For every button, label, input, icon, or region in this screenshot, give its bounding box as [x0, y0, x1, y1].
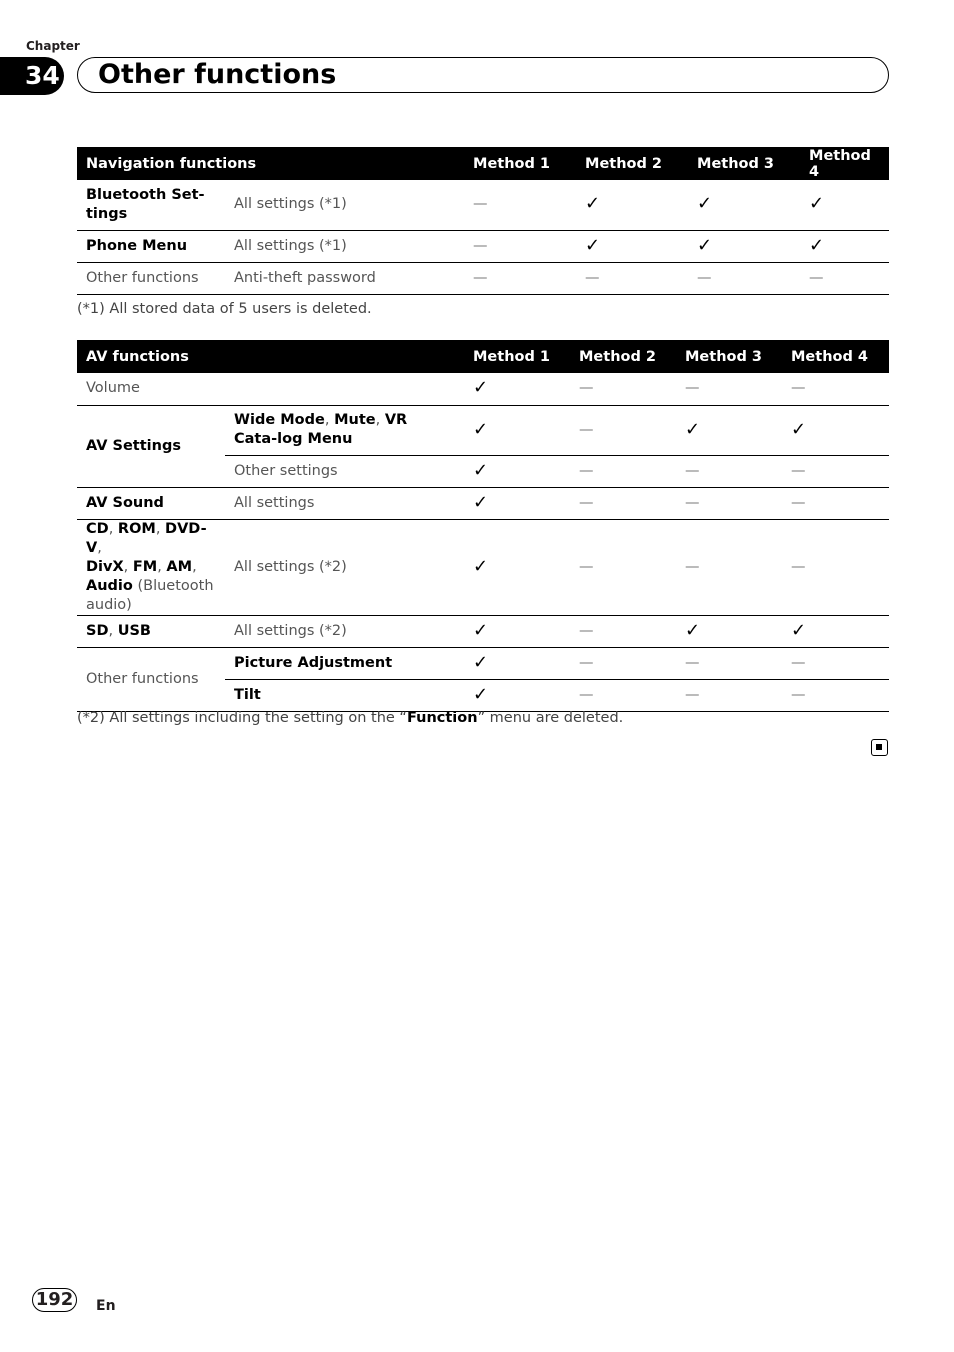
method-cell	[464, 373, 570, 405]
row-category	[77, 615, 225, 647]
method-cell	[688, 230, 800, 262]
table-header-row	[77, 147, 889, 180]
table-row	[77, 262, 889, 294]
method-cell	[570, 647, 676, 679]
check-mark-icon: ✓	[685, 619, 701, 641]
category-sep: ,	[97, 539, 102, 556]
row-category: AV Sound	[77, 487, 225, 519]
row-item: All settings	[225, 487, 464, 519]
category-part: ROM	[117, 520, 156, 537]
dash-mark: —	[809, 269, 824, 286]
row-item: All settings (*1)	[225, 180, 464, 230]
method-cell	[464, 487, 570, 519]
check-mark-icon: ✓	[473, 619, 489, 641]
category-part: DivX	[86, 558, 124, 575]
method-cell	[570, 455, 676, 487]
row-category	[77, 519, 225, 615]
dash-mark: —	[585, 269, 600, 286]
category-part: DVD-V	[86, 520, 207, 556]
method-cell	[464, 679, 570, 711]
header-method-4: Method 4	[800, 147, 889, 180]
category-sep: ,	[108, 520, 118, 537]
dash-mark: —	[579, 462, 594, 479]
row-item	[225, 405, 464, 455]
check-mark-icon: ✓	[697, 193, 713, 215]
method-cell	[676, 455, 782, 487]
method-cell	[570, 373, 676, 405]
dash-mark: —	[685, 462, 700, 479]
row-item: All settings (*2)	[225, 519, 464, 615]
dash-mark: —	[473, 196, 488, 213]
method-cell	[782, 487, 889, 519]
method-cell	[800, 230, 889, 262]
category-sep: ,	[157, 558, 167, 575]
dash-mark: —	[791, 494, 806, 511]
end-of-section-icon	[871, 739, 888, 756]
navigation-functions-table	[77, 147, 889, 295]
method-cell	[464, 405, 570, 455]
check-mark-icon: ✓	[791, 418, 807, 440]
table-row	[77, 405, 889, 455]
method-cell	[688, 180, 800, 230]
row-category: Phone Menu	[77, 230, 225, 262]
method-cell	[782, 519, 889, 615]
method-cell	[782, 647, 889, 679]
method-cell	[676, 615, 782, 647]
item-sep: ,	[324, 412, 335, 428]
method-cell	[570, 519, 676, 615]
method-cell	[464, 262, 576, 294]
header-method-2: Method 2	[576, 147, 688, 180]
dash-mark: —	[697, 269, 712, 286]
category-sep: ,	[123, 558, 133, 575]
row-item: Other settings	[225, 455, 464, 487]
category-sep: ,	[155, 520, 166, 537]
item-part: Wide Mode	[234, 412, 325, 428]
method-cell	[464, 455, 570, 487]
method-cell	[576, 230, 688, 262]
method-cell	[576, 262, 688, 294]
table-row	[77, 615, 889, 647]
note-bold: Function	[406, 710, 478, 726]
row-category: Other functions	[77, 262, 225, 294]
table-row	[77, 647, 889, 679]
method-cell	[676, 487, 782, 519]
row-category: Volume	[77, 373, 464, 405]
category-part: FM	[132, 558, 158, 575]
dash-mark: —	[579, 421, 594, 438]
method-cell	[464, 647, 570, 679]
note-prefix: (*2) All settings including the setting on the “	[77, 710, 407, 726]
method-cell	[688, 262, 800, 294]
method-cell	[782, 405, 889, 455]
method-cell	[464, 615, 570, 647]
dash-mark: —	[685, 558, 700, 575]
row-category: Bluetooth Set-tings	[77, 180, 225, 230]
check-mark-icon: ✓	[585, 234, 601, 256]
check-mark-icon: ✓	[809, 193, 825, 215]
dash-mark: —	[685, 686, 700, 703]
item-sep: ,	[375, 412, 385, 428]
check-mark-icon: ✓	[473, 651, 489, 673]
category-part: USB	[117, 622, 151, 639]
dash-mark: —	[579, 558, 594, 575]
table-row	[77, 519, 889, 615]
row-item: Anti-theft password	[225, 262, 464, 294]
check-mark-icon: ✓	[473, 377, 489, 399]
navigation-table-note: (*1) All stored data of 5 users is deleted.	[77, 301, 372, 317]
header-method-1: Method 1	[464, 147, 576, 180]
dash-mark: —	[473, 237, 488, 254]
method-cell	[576, 180, 688, 230]
dash-mark: —	[579, 654, 594, 671]
check-mark-icon: ✓	[473, 491, 489, 513]
table-row	[77, 230, 889, 262]
category-part: CD	[86, 520, 109, 537]
check-mark-icon: ✓	[473, 555, 489, 577]
table-row	[77, 180, 889, 230]
method-cell	[782, 615, 889, 647]
dash-mark: —	[791, 462, 806, 479]
check-mark-icon: ✓	[585, 193, 601, 215]
method-cell	[676, 405, 782, 455]
check-mark-icon: ✓	[473, 459, 489, 481]
table-row	[77, 487, 889, 519]
row-item: Tilt	[225, 679, 464, 711]
chapter-number-badge: 34	[0, 57, 64, 95]
chapter-label: Chapter	[26, 39, 80, 53]
category-sep: (Bluetooth audio)	[86, 577, 214, 613]
check-mark-icon: ✓	[697, 234, 713, 256]
av-table-note	[77, 710, 623, 726]
category-part: SD	[86, 622, 109, 639]
dash-mark: —	[791, 654, 806, 671]
check-mark-icon: ✓	[473, 418, 489, 440]
dash-mark: —	[685, 654, 700, 671]
item-part: Mute	[334, 412, 376, 428]
dash-mark: —	[685, 494, 700, 511]
method-cell	[676, 519, 782, 615]
dash-mark: —	[791, 686, 806, 703]
method-cell	[782, 679, 889, 711]
header-method-3: Method 3	[676, 340, 782, 373]
check-mark-icon: ✓	[685, 418, 701, 440]
dash-mark: —	[685, 380, 700, 397]
category-sep: ,	[192, 558, 197, 575]
method-cell	[676, 373, 782, 405]
header-method-2: Method 2	[570, 340, 676, 373]
method-cell	[570, 615, 676, 647]
chapter-title: Other functions	[98, 59, 337, 90]
dash-mark: —	[579, 686, 594, 703]
header-method-3: Method 3	[688, 147, 800, 180]
method-cell	[464, 519, 570, 615]
check-mark-icon: ✓	[473, 683, 489, 705]
table-header-row	[77, 340, 889, 373]
method-cell	[676, 679, 782, 711]
note-suffix: ” menu are deleted.	[477, 710, 624, 726]
method-cell	[782, 373, 889, 405]
language-label: En	[96, 1298, 116, 1314]
dash-mark: —	[579, 622, 594, 639]
dash-mark: —	[473, 269, 488, 286]
row-item: Picture Adjustment	[225, 647, 464, 679]
header-method-1: Method 1	[464, 340, 570, 373]
dash-mark: —	[791, 380, 806, 397]
header-navigation-functions: Navigation functions	[77, 147, 464, 180]
header-method-4: Method 4	[782, 340, 889, 373]
item-part: VR Cata-log Menu	[234, 412, 408, 447]
row-item: All settings (*1)	[225, 230, 464, 262]
row-category: AV Settings	[77, 405, 225, 487]
dash-mark: —	[579, 494, 594, 511]
category-sep: ,	[108, 622, 118, 639]
category-part: Audio	[86, 577, 133, 594]
end-mark-square	[876, 744, 882, 750]
dash-mark: —	[579, 380, 594, 397]
table-row	[77, 373, 889, 405]
row-item: All settings (*2)	[225, 615, 464, 647]
page-number: 192	[32, 1288, 77, 1312]
method-cell	[676, 647, 782, 679]
category-part: AM	[166, 558, 193, 575]
method-cell	[464, 230, 576, 262]
chapter-title-box	[77, 57, 889, 93]
method-cell	[464, 180, 576, 230]
dash-mark: —	[791, 558, 806, 575]
method-cell	[800, 262, 889, 294]
method-cell	[782, 455, 889, 487]
method-cell	[570, 679, 676, 711]
method-cell	[570, 405, 676, 455]
check-mark-icon: ✓	[809, 234, 825, 256]
check-mark-icon: ✓	[791, 619, 807, 641]
method-cell	[800, 180, 889, 230]
av-functions-table	[77, 340, 889, 712]
row-category: Other functions	[77, 647, 225, 711]
method-cell	[570, 487, 676, 519]
header-av-functions: AV functions	[77, 340, 464, 373]
